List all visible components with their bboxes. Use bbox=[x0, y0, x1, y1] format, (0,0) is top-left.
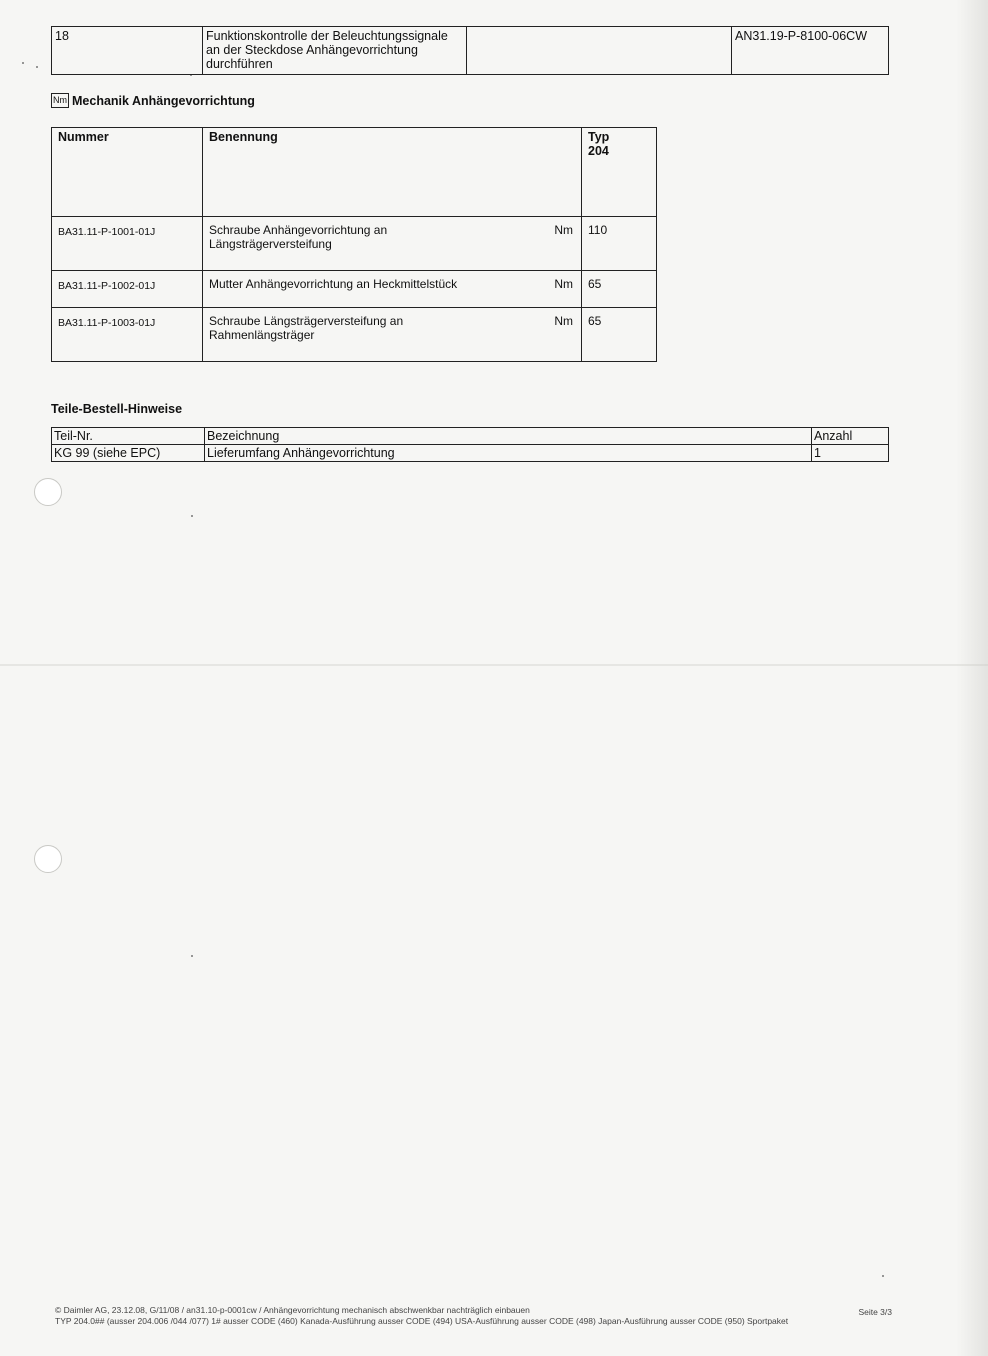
table-row bbox=[52, 27, 889, 75]
table-row bbox=[52, 308, 657, 362]
table-row bbox=[52, 271, 657, 308]
header-type bbox=[582, 128, 657, 217]
paper-speck bbox=[36, 66, 38, 68]
torque-spec-link[interactable]: BA31.11-P-1002-01J bbox=[52, 271, 203, 308]
step-description-line: durchführen bbox=[206, 57, 273, 71]
header-name: Benennung bbox=[203, 128, 582, 217]
torque-name-cell bbox=[203, 271, 582, 308]
paper-fold bbox=[0, 664, 988, 666]
torque-name-line: Schraube Anhängevorrichtung an bbox=[209, 223, 388, 237]
part-number: KG 99 (siehe EPC) bbox=[52, 445, 205, 462]
torque-unit: Nm bbox=[554, 223, 573, 237]
torque-name-line: Mutter Anhängevorrichtung an Heckmittelstück bbox=[209, 277, 458, 291]
header-number: Nummer bbox=[52, 128, 203, 217]
torque-unit: Nm bbox=[554, 314, 573, 328]
step-reference-link[interactable]: AN31.19-P-8100-06CW bbox=[732, 27, 889, 75]
part-quantity: 1 bbox=[812, 445, 889, 462]
page-edge-shadow bbox=[956, 0, 988, 1356]
table-row bbox=[52, 217, 657, 271]
torque-nm-icon: Nm bbox=[51, 93, 69, 108]
footer-applicability: TYP 204.0## (ausser 204.006 /044 /077) 1# ausser CODE (460) Kanada-Ausführung ausser CODE (494) USA-Ausführung ausser CODE (498) Japan-Ausführung ausser CODE (950) Sportpaket bbox=[55, 1316, 789, 1326]
table-row bbox=[52, 445, 889, 462]
paper-speck bbox=[191, 515, 193, 517]
torque-value: 65 bbox=[582, 271, 657, 308]
torque-unit: Nm bbox=[554, 277, 573, 291]
torque-table bbox=[51, 127, 657, 362]
torque-spec-link[interactable]: BA31.11-P-1003-01J bbox=[52, 308, 203, 362]
header-quantity: Anzahl bbox=[812, 428, 889, 445]
step-description-line: Funktionskontrolle der Beleuchtungssignale bbox=[206, 29, 448, 43]
footer-copyright: © Daimler AG, 23.12.08, G/11/08 / an31.10-p-0001cw / Anhängevorrichtung mechanisch abschwenkbar nachträglich einbauen bbox=[55, 1305, 530, 1315]
footer-page-number: Seite 3/3 bbox=[858, 1307, 892, 1317]
header-type-label: Typ bbox=[588, 130, 610, 144]
torque-name-cell bbox=[203, 217, 582, 271]
step-description-line: an der Steckdose Anhängevorrichtung bbox=[206, 43, 418, 57]
torque-value: 65 bbox=[582, 308, 657, 362]
torque-name-line: Längsträgerversteifung bbox=[209, 237, 332, 251]
header-description: Bezeichnung bbox=[205, 428, 812, 445]
torque-name-cell bbox=[203, 308, 582, 362]
parts-heading: Teile-Bestell-Hinweise bbox=[51, 402, 183, 416]
paper-speck bbox=[191, 955, 193, 957]
step-empty-cell bbox=[467, 27, 732, 75]
torque-name-line: Rahmenlängsträger bbox=[209, 328, 315, 342]
header-type-model: 204 bbox=[588, 144, 609, 158]
step-number: 18 bbox=[52, 27, 203, 75]
mechanics-title: Mechanik Anhängevorrichtung bbox=[72, 93, 255, 108]
table-header-row bbox=[52, 428, 889, 445]
punch-hole-lower bbox=[34, 845, 62, 873]
mechanics-heading bbox=[51, 93, 255, 108]
step-table bbox=[51, 26, 889, 75]
part-description: Lieferumfang Anhängevorrichtung bbox=[205, 445, 812, 462]
torque-value: 110 bbox=[582, 217, 657, 271]
punch-hole-upper bbox=[34, 478, 62, 506]
paper-speck bbox=[22, 62, 24, 64]
paper-speck bbox=[882, 1275, 884, 1277]
step-description bbox=[203, 27, 467, 75]
parts-table bbox=[51, 427, 889, 462]
table-header-row bbox=[52, 128, 657, 217]
header-part-no: Teil-Nr. bbox=[52, 428, 205, 445]
torque-spec-link[interactable]: BA31.11-P-1001-01J bbox=[52, 217, 203, 271]
torque-name-line: Schraube Längsträgerversteifung an bbox=[209, 314, 404, 328]
